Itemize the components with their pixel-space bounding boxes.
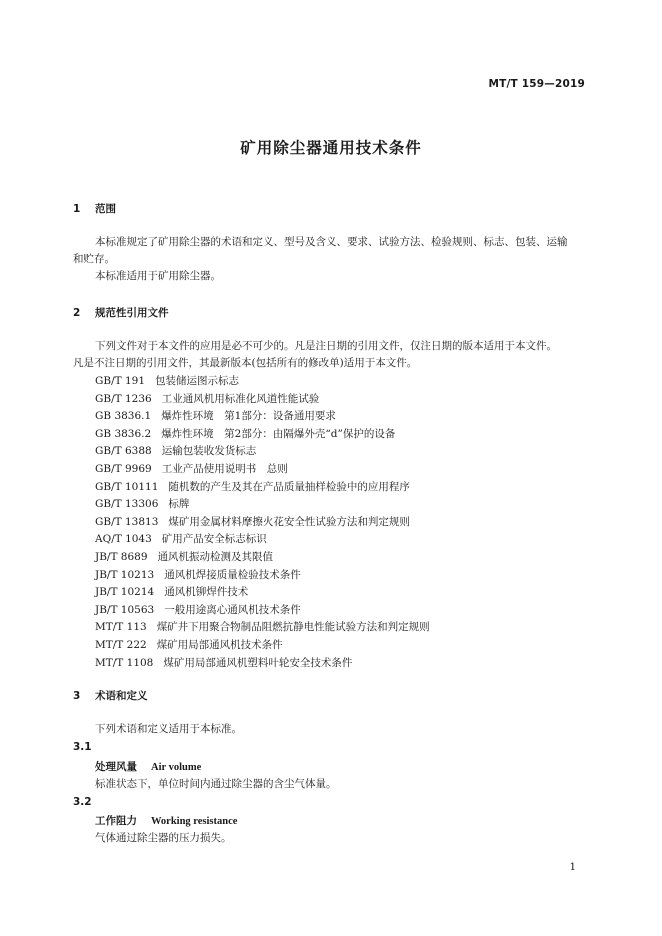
reference-title: 爆炸性环境 第2部分：由隔爆外壳“d”保护的设备: [161, 427, 396, 440]
page-number: 1: [569, 862, 576, 873]
reference-item: [95, 602, 430, 620]
terms-intro: [73, 721, 585, 738]
reference-item: [95, 373, 430, 391]
section-heading-1: [73, 201, 116, 216]
reference-title: 标牌: [168, 498, 190, 511]
clause-number: 3.2: [73, 796, 92, 808]
reference-title: 通风机铆焊件技术: [164, 586, 249, 599]
term-definition: 标准状态下，单位时间内通过除尘器的含尘气体量。: [95, 778, 337, 790]
reference-item: [95, 408, 430, 426]
reference-item: [95, 479, 430, 497]
reference-item: [95, 549, 430, 567]
term-chinese: 工作阻力: [95, 815, 137, 827]
reference-title: 爆炸性环境 第1部分：设备通用要求: [161, 410, 336, 423]
reference-code: GB/T 13813: [95, 515, 159, 528]
section-title: 规范性引用文件: [95, 307, 169, 319]
reference-title: 工业通风机用标准化风道性能试验: [161, 392, 320, 405]
reference-item: [95, 619, 430, 637]
section-number: 3: [73, 690, 81, 702]
terms-intro-line: 下列术语和定义适用于本标准。: [95, 723, 242, 735]
reference-title: 一般用途离心通风机技术条件: [164, 603, 301, 616]
term-entry: [95, 813, 237, 828]
section-number: 2: [73, 307, 81, 319]
reference-title: 煤矿用局部通风机技术条件: [156, 638, 283, 651]
term-chinese: 处理风量: [95, 761, 137, 773]
reference-code: JB/T 10563: [95, 603, 155, 616]
section-title: 术语和定义: [95, 690, 148, 702]
scope-text-line: 和贮存。: [73, 253, 115, 265]
section-title: 范围: [95, 203, 116, 215]
reference-code: GB 3836.1: [95, 410, 152, 423]
reference-item: [95, 567, 430, 585]
term-english: Air volume: [151, 762, 202, 773]
term-english: Working resistance: [151, 816, 238, 827]
scope-text-line: 本标准规定了矿用除尘器的术语和定义、型号及含义、要求、试验方法、检验规则、标志、包装、运输: [95, 236, 568, 248]
section-heading-3: [73, 688, 148, 703]
reference-item: [95, 443, 430, 461]
references-intro-line: 下列文件对于本文件的应用是必不可少的。凡是注日期的引用文件，仅注日期的版本适用于本文件。: [95, 340, 557, 352]
reference-code: GB/T 1236: [95, 392, 152, 405]
reference-code: JB/T 10214: [95, 586, 155, 599]
references-intro-line: 凡是不注日期的引用文件，其最新版本(包括所有的修改单)适用于本文件。: [73, 357, 418, 369]
standard-code: MT/T 159—2019: [488, 78, 585, 90]
reference-item: [95, 531, 430, 549]
reference-item: [95, 637, 430, 655]
reference-item: [95, 584, 430, 602]
reference-code: GB/T 6388: [95, 445, 152, 458]
document-title: 矿用除尘器通用技术条件: [240, 139, 422, 157]
reference-title: 工业产品使用说明书 总则: [161, 462, 288, 475]
reference-code: GB/T 10111: [95, 480, 159, 493]
clause-number: 3.1: [73, 741, 92, 753]
reference-title: 通风机焊接质量检验技术条件: [164, 568, 301, 581]
references-intro: [73, 338, 585, 372]
reference-code: AQ/T 1043: [95, 533, 152, 546]
reference-item: [95, 461, 430, 479]
section-heading-2: [73, 305, 169, 320]
term-definition: 气体通过除尘器的压力损失。: [95, 832, 232, 844]
reference-list: [95, 373, 430, 672]
reference-title: 包装储运图示标志: [155, 375, 240, 387]
reference-code: GB/T 13306: [95, 498, 159, 511]
reference-title: 通风机振动检测及其限值: [157, 550, 274, 563]
reference-code: JB/T 8689: [95, 550, 148, 563]
reference-title: 煤矿用局部通风机塑料叶轮安全技术条件: [163, 656, 353, 669]
reference-code: MT/T 113: [95, 621, 147, 634]
scope-paragraph: [73, 234, 585, 285]
reference-code: GB/T 191: [95, 375, 146, 387]
reference-item: [95, 655, 430, 673]
section-number: 1: [73, 203, 81, 215]
reference-title: 煤矿用金属材料摩擦火花安全性试验方法和判定规则: [168, 515, 410, 528]
reference-title: 随机数的产生及其在产品质量抽样检验中的应用程序: [168, 480, 410, 493]
reference-code: MT/T 1108: [95, 656, 154, 669]
reference-item: [95, 391, 430, 409]
reference-title: 煤矿井下用聚合物制品阻燃抗静电性能试验方法和判定规则: [156, 621, 430, 634]
scope-applicability: 本标准适用于矿用除尘器。: [95, 270, 221, 282]
reference-item: [95, 426, 430, 444]
reference-item: [95, 514, 430, 532]
reference-title: 矿用产品安全标志标识: [161, 533, 267, 546]
reference-item: [95, 496, 430, 514]
reference-title: 运输包装收发货标志: [161, 445, 257, 458]
reference-code: GB/T 9969: [95, 462, 152, 475]
reference-code: MT/T 222: [95, 638, 147, 651]
reference-code: GB 3836.2: [95, 427, 152, 440]
term-entry: [95, 759, 201, 774]
reference-code: JB/T 10213: [95, 568, 155, 581]
